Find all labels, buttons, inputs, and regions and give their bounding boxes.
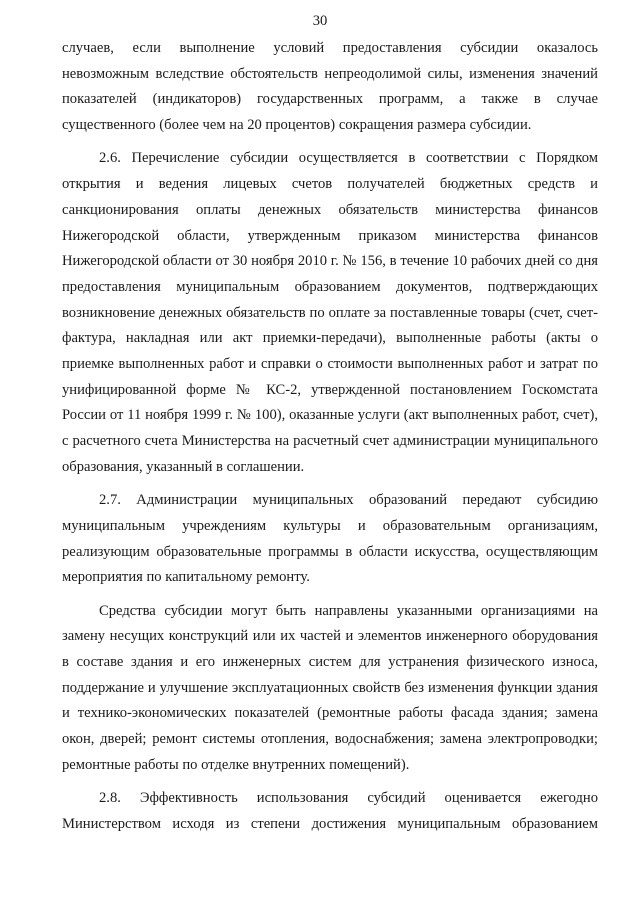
paragraph-repair-scope: Средства субсидии могут быть направлены указанными организациями на замену несущих конструкций или их частей и элементов инженерного оборудования в составе здания и его инженерных систем для устранения физического износа, поддержание и улучшение эксплуатационных свойств без изменения функции здания и технико-экономических показателей (ремонтные работы фасада здания; замена окон, дверей; ремонт системы отопления, водоснабжения; замена электропроводки; ремонтные работы по отделке внутренних помещений). — [62, 602, 598, 773]
document-body — [62, 36, 598, 845]
paragraph-2-8: 2.8. Эффективность использования субсидий оценивается ежегодно Министерством исходя из степени достижения муниципальным образованием — [62, 790, 598, 832]
paragraph-2-6: 2.6. Перечисление субсидии осуществляется в соответствии с Порядком открытия и ведения лицевых счетов получателей бюджетных средств и санкционирования оплаты денежных обязательств министерства финансов Нижегородской области, утвержденным приказом министерства финансов Нижегородской области от 30 ноября 2010 г. № 156, в течение 10 рабочих дней со дня предоставления муниципальным образованием документов, подтверждающих возникновение денежных обязательств по оплате за поставленные товары (счет, счет-фактура, накладная или акт приемки-передачи), выполненные работы (акты о приемке выполненных работ и справки о стоимости выполненных работ и затрат по унифицированной форме № КС-2, утвержденной постановлением Госкомстата России от 11 ноября 1999 г. № 100), оказанные услуги (акт выполненных работ, счет), с расчетного счета Министерства на расчетный счет администрации муниципального образования, указанный в соглашении. — [62, 150, 598, 475]
paragraph-continuation: случаев, если выполнение условий предоставления субсидии оказалось невозможным вследствие обстоятельств непреодолимой силы, изменения значений показателей (индикаторов) государственных программ, а также в случае существенного (более чем на 20 процентов) сокращения размера субсидии. — [62, 40, 598, 134]
paragraph-2-7: 2.7. Администрации муниципальных образований передают субсидию муниципальным учреждениям культуры и образовательным организациям, реализующим образовательные программы в области искусства, осуществляющим мероприятия по капитальному ремонту. — [62, 492, 598, 586]
page-number: 30 — [312, 13, 328, 29]
